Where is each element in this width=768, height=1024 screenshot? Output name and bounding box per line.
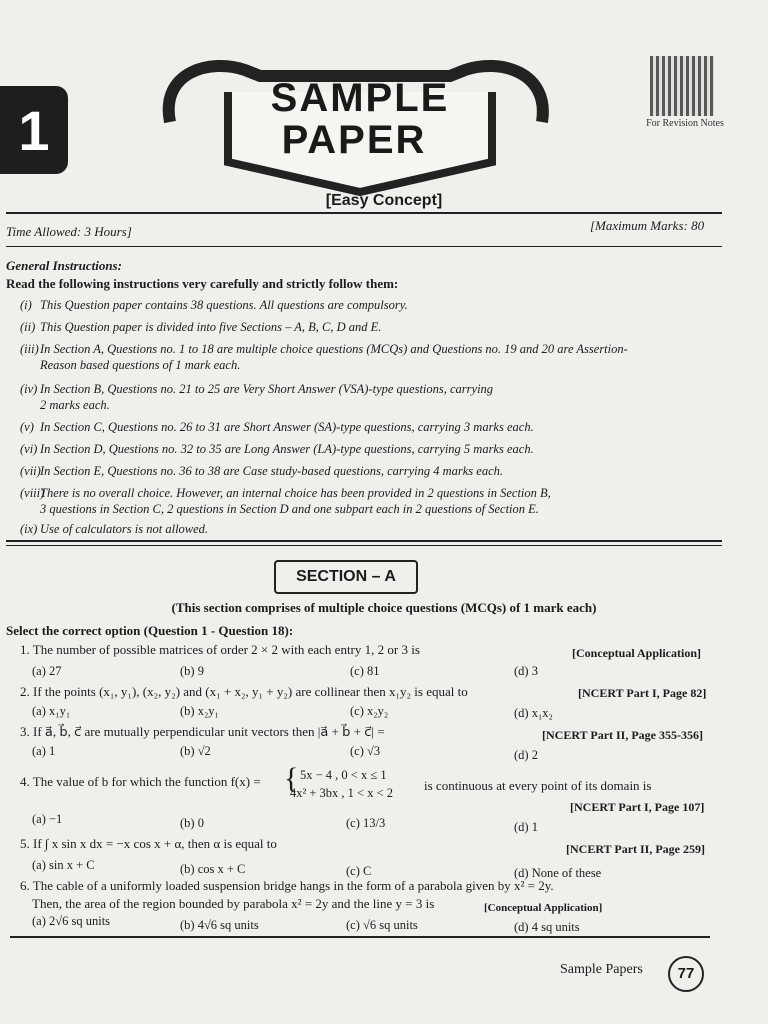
question-2-option-b[interactable]: (b) x₂y₁ (180, 704, 219, 718)
question-3-option-a[interactable]: (a) 1 (32, 744, 56, 758)
brace-glyph: { (284, 762, 299, 795)
instruction-text: Use of calculators is not allowed. (40, 522, 209, 536)
question-2-ref: [NCERT Part I, Page 82] (578, 686, 707, 700)
instruction-item (20, 382, 720, 397)
max-marks: [Maximum Marks: 80 (590, 218, 705, 233)
instruction-text: In Section A, Questions no. 1 to 18 are multiple choice questions (MCQs) and Questions no. 19 and 20 are Assertion- (40, 342, 628, 356)
time-allowed: Time Allowed: 3 Hours] (6, 224, 132, 239)
instruction-number: (vi) (20, 442, 38, 456)
question-4-option-d[interactable]: (d) 1 (514, 820, 538, 834)
question-6-option-b[interactable]: (b) 4√6 sq units (180, 918, 259, 932)
instruction-text: 2 marks each. (40, 398, 110, 412)
question-1-text: 1. The number of possible matrices of order 2 × 2 with each entry 1, 2 or 3 is (20, 642, 420, 657)
title-box (170, 58, 550, 198)
instruction-number: (ii) (20, 320, 36, 334)
question-4-ref: [NCERT Part I, Page 107] (570, 800, 705, 814)
instruction-item (20, 398, 720, 413)
page-number: 77 (668, 956, 704, 992)
instruction-text: In Section D, Questions no. 32 to 35 are Long Answer (LA)-type questions, carrying 5 marks each. (40, 442, 534, 456)
question-3-option-b[interactable]: (b) √2 (180, 744, 211, 758)
question-3-ref: [NCERT Part II, Page 355-356] (542, 728, 704, 742)
question-2-option-a[interactable]: (a) x₁y₁ (32, 704, 71, 718)
qr-caption: For Revision Notes (646, 118, 724, 129)
divider (6, 212, 722, 214)
question-5-ref: [NCERT Part II, Page 259] (566, 842, 706, 856)
paper-number-badge: 1 (0, 86, 68, 174)
question-4-option-c[interactable]: (c) 13/3 (346, 816, 386, 830)
instruction-text: In Section C, Questions no. 26 to 31 are Short Answer (SA)-type questions, carrying 3 marks each. (40, 420, 534, 434)
question-5-text: 5. If ∫ x sin x dx = −x cos x + α, then α is equal to (20, 836, 277, 851)
divider (6, 540, 722, 542)
divider (6, 545, 722, 546)
question-5-option-b[interactable]: (b) cos x + C (180, 862, 246, 876)
question-6-option-c[interactable]: (c) √6 sq units (346, 918, 418, 932)
question-3-option-c[interactable]: (c) √3 (350, 744, 381, 758)
question-4-case-1: 5x − 4 , 0 < x ≤ 1 (300, 768, 387, 782)
instruction-item (20, 420, 720, 435)
instruction-item (20, 442, 720, 457)
instruction-text: In Section B, Questions no. 21 to 25 are Very Short Answer (VSA)-type questions, carrying (40, 382, 494, 396)
instructions-lead: Read the following instructions very carefully and strictly follow them: (6, 276, 399, 291)
divider (6, 246, 722, 247)
question-6-option-a[interactable]: (a) 2√6 sq units (32, 914, 111, 928)
question-1-option-d[interactable]: (d) 3 (514, 664, 538, 678)
question-2-option-d[interactable]: (d) x₁x₂ (514, 706, 553, 720)
instruction-number: (iii) (20, 342, 39, 356)
question-5-option-c[interactable]: (c) C (346, 864, 372, 878)
select-instruction: Select the correct option (Question 1 - Question 18): (6, 623, 294, 638)
question-2-option-c[interactable]: (c) x₂y₂ (350, 704, 389, 718)
title-line-1: SAMPLE (270, 76, 450, 120)
question-1-option-a[interactable]: (a) 27 (32, 664, 62, 678)
question-5-option-a[interactable]: (a) sin x + C (32, 858, 95, 872)
question-4-text: 4. The value of b for which the function f(x) = (20, 774, 261, 789)
instruction-text: In Section E, Questions no. 36 to 38 are Case study-based questions, carrying 4 marks each. (40, 464, 504, 478)
title-line-2: PAPER (281, 118, 427, 162)
question-4-option-b[interactable]: (b) 0 (180, 816, 204, 830)
question-4-case-2: 4x² + 3bx , 1 < x < 2 (290, 786, 394, 800)
instruction-text: Reason based questions of 1 mark each. (40, 358, 241, 372)
instruction-text: 3 questions in Section C, 2 questions in Section D and one subpart each in 2 questions of Section E. (40, 502, 539, 516)
instruction-item (20, 320, 720, 335)
question-6-text: 6. The cable of a uniformly loaded suspension bridge hangs in the form of a parabola given by x² = 2y. (20, 878, 554, 893)
instruction-number: (v) (20, 420, 34, 434)
instruction-item (20, 298, 720, 313)
question-4-option-a[interactable]: (a) −1 (32, 812, 63, 826)
instruction-number: (ix) (20, 522, 38, 536)
instruction-text: This Question paper is divided into five Sections – A, B, C, D and E. (40, 320, 382, 334)
instruction-item (20, 486, 720, 501)
question-3-option-d[interactable]: (d) 2 (514, 748, 538, 762)
instruction-item (20, 464, 720, 479)
question-2-text: 2. If the points (x₁, y₁), (x₂, y₂) and (x₁ + x₂, y₁ + y₂) are collinear then x₁y₂ is equal to (20, 684, 468, 699)
instruction-text: This Question paper contains 38 questions. All questions are compulsory. (40, 298, 408, 312)
question-6-text-2: Then, the area of the region bounded by parabola x² = 2y and the line y = 3 is (32, 896, 435, 911)
question-1-option-c[interactable]: (c) 81 (350, 664, 380, 678)
footer-label: Sample Papers (560, 962, 643, 977)
question-4-tail: is continuous at every point of its domain is (424, 778, 652, 793)
instruction-item (20, 358, 720, 373)
section-note: (This section comprises of multiple choice questions (MCQs) of 1 mark each) (171, 600, 597, 615)
question-1-ref: [Conceptual Application] (572, 646, 702, 660)
instruction-number: (iv) (20, 382, 38, 396)
instruction-item (20, 502, 720, 517)
instruction-number: (i) (20, 298, 32, 312)
instruction-item (20, 522, 720, 537)
question-6-ref: [Conceptual Application] (484, 902, 603, 914)
question-1-option-b[interactable]: (b) 9 (180, 664, 204, 678)
subtitle: [Easy Concept] (325, 192, 443, 209)
instruction-item (20, 342, 720, 357)
instruction-number: (vii) (20, 464, 41, 478)
question-3-text: 3. If a⃗, b⃗, c⃗ are mutually perpendicular unit vectors then |a⃗ + b⃗ + c⃗| = (20, 724, 385, 739)
qr-code[interactable] (650, 56, 714, 116)
question-6-option-d[interactable]: (d) 4 sq units (514, 920, 580, 934)
instructions-heading: General Instructions: (6, 258, 122, 273)
instruction-text: There is no overall choice. However, an internal choice has been provided in 2 questions in Section B, (40, 486, 551, 500)
divider (10, 936, 710, 938)
question-5-option-d[interactable]: (d) None of these (514, 866, 602, 880)
section-heading: SECTION – A (274, 560, 418, 594)
instruction-number: (viii) (20, 486, 45, 500)
